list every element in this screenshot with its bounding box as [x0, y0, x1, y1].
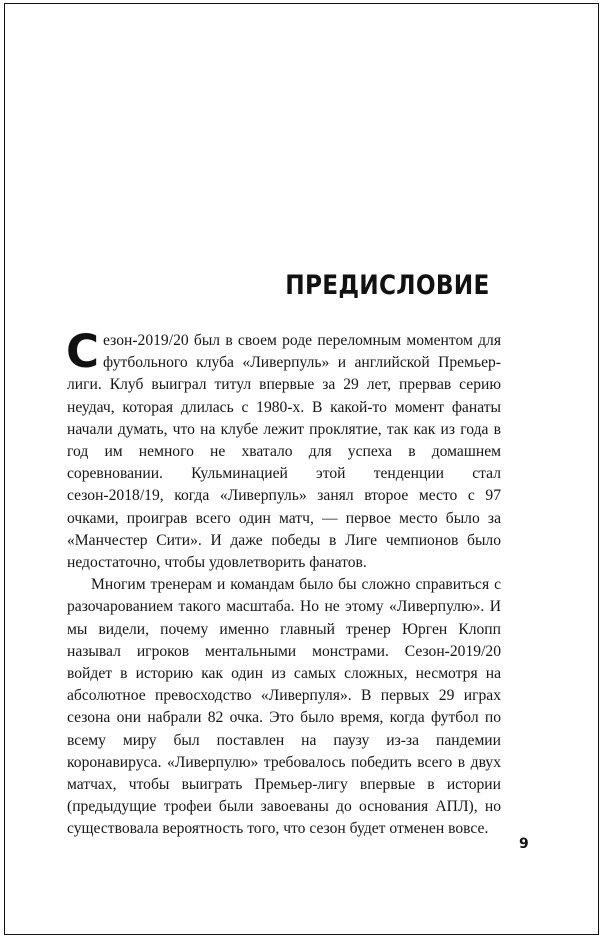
- book-page: [4, 3, 599, 935]
- paragraph-1-text: езон-2019/20 был в своем роде переломным моментом для футбольного клуба «Ливерпуль» и английской Премьер-лиги. Клуб выиграл титул впервые за 29 лет, прервав серию неудач, которая длилась с 1980-х. В какой-то момент фанаты начали думать, что на клубе лежит проклятие, так как из года в год им немного не хватало для успеха в домашнем соревновании. Кульминацией этой тенденции стал сезон-2018/19, когда «Ливерпуль» занял второе место с 97 очками, проиграв всего один матч, — первое место было за «Манчестер Сити». И даже победы в Лиге чемпионов было недостаточно, чтобы удовлетворить фанатов.: [67, 332, 501, 572]
- body-text: [66, 325, 501, 841]
- paragraph-1: [66, 325, 501, 574]
- chapter-title: ПРЕДИСЛОВИЕ: [285, 270, 490, 301]
- page-number: 9: [519, 836, 529, 852]
- drop-cap-letter: С: [66, 325, 100, 378]
- paragraph-2: Многим тренерам и командам было бы сложно справиться с разочарованием такого масштаба. Но не этому «Ливерпулю». И мы видели, почему именно главный тренер Юрген Клопп называл игроков ментальными монстрами. Сезон-2019/20 войдет в историю как один из самых сложных, несмотря на абсолютное превосходство «Ливерпуля». В первых 29 играх сезона они набрали 82 очка. Это было время, когда футбол по всему миру был поставлен на паузу из-за пандемии коронавируса. «Ливерпулю» требовалось победить всего в двух матчах, чтобы выиграть Премьер-лигу впервые в истории (предыдущие трофеи были завоеваны до основания АПЛ), но существовала вероятность того, что сезон будет отменен вовсе.: [67, 576, 501, 838]
